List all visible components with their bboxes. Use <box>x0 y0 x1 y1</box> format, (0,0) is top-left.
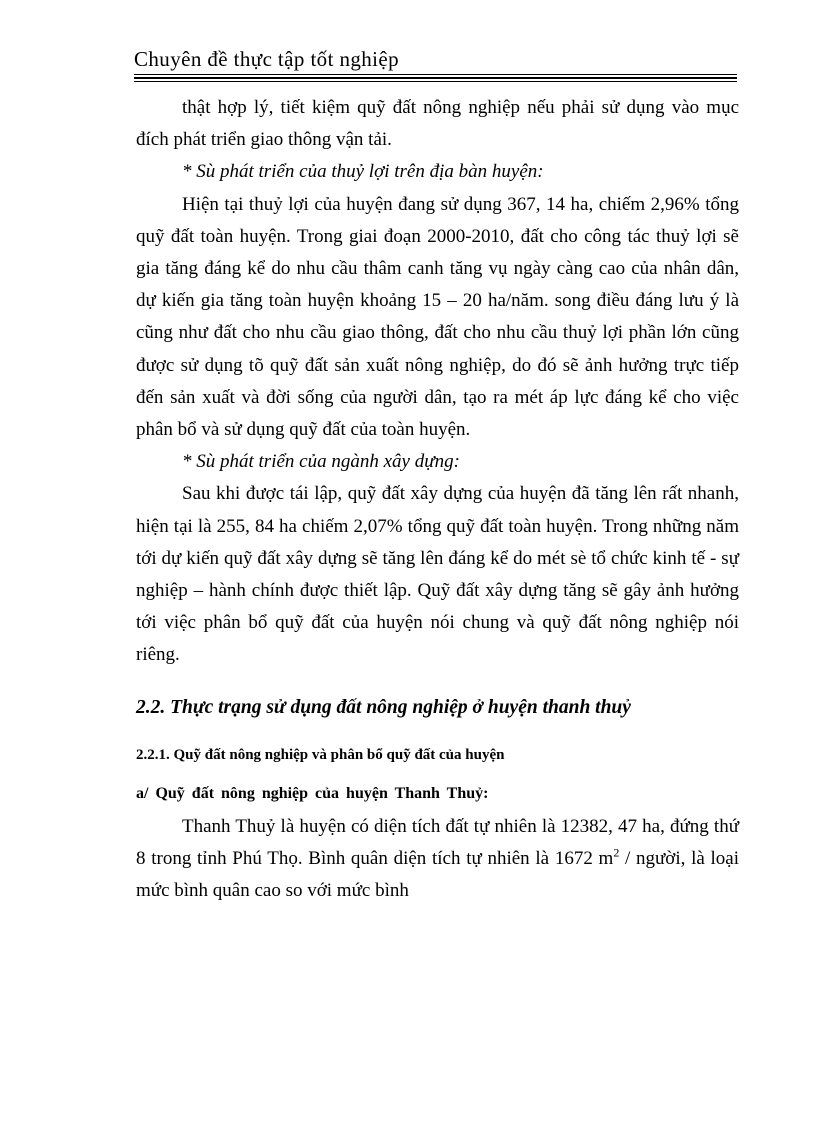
paragraph-land-fund-text: Thanh Thuỷ là huyện có diện tích đất tự nhiên là 12382, 47 ha, đứng thứ 8 trong tỉnh Phú Thọ. Bình quân diện tích tự nhiên là 1672 m <box>136 815 739 869</box>
section-heading: 2.2. Thực trạng sử dụng đất nông nghiệp ở huyện thanh thuỷ <box>136 696 631 718</box>
subheading-construction: * Sù phát triển của ngành xây dựng: <box>182 451 460 473</box>
paragraph-land-fund-text-end: / người, là loại mức bình quân cao so với mức bình <box>136 847 739 902</box>
page-header <box>134 46 737 72</box>
paragraph-irrigation: Hiện tại thuỷ lợi của huyện đang sử dụng 367, 14 ha, chiếm 2,96% tổng quỹ đất toàn huyện. Trong giai đoạn 2000-2010, đất cho công tác thuỷ lợi sẽ gia tăng đáng kể do nhu cầu thâm canh tăng vụ ngày càng cao của nhân dân, dự kiến gia tăng toàn huyện khoảng 15 – 20 ha/năm. song điều đáng lưu ý là cũng như đất cho nhu cầu giao thông, đất cho nhu cầu thuỷ lợi phần lớn cũng được sử dụng tõ quỹ đất sản xuất nông nghiệp, do đó sẽ ảnh hưởng trực tiếp đến sản xuất và đời sống của người dân, tạo ra mét áp lực đáng kể cho việc phân bổ và sử dụng quỹ đất của toàn huyện. <box>136 193 739 441</box>
paragraph-land-fund <box>136 811 739 908</box>
paragraph-construction: Sau khi được tái lập, quỹ đất xây dựng của huyện đã tăng lên rất nhanh, hiện tại là 255, 84 ha chiếm 2,07% tổng quỹ đất toàn huyện. Trong những năm tới dự kiến quỹ đất xây dựng sẽ tăng lên đáng kể do mét sè tổ chức kinh tế - sự nghiệp – hành chính được thiết lập. Quỹ đất xây dựng tăng sẽ gây ảnh hưởng tới việc phân bổ quỹ đất của huyện nói chung và quỹ đất nông nghiệp nói riêng. <box>136 483 739 666</box>
subheading-irrigation: * Sù phát triển của thuỷ lợi trên địa bàn huyện: <box>182 161 544 183</box>
item-heading: a/ Quỹ đất nông nghiệp của huyện Thanh Thuỷ: <box>136 784 489 802</box>
page-body <box>136 92 739 907</box>
header-title: Chuyên đề thực tập tốt nghiệp <box>134 47 400 71</box>
paragraph-transport-continuation: thật hợp lý, tiết kiệm quỹ đất nông nghiệp nếu phải sử dụng vào mục đích phát triển giao thông vận tải. <box>136 97 739 151</box>
subsection-heading: 2.2.1. Quỹ đất nông nghiệp và phân bổ quỹ đất của huyện <box>136 746 505 763</box>
superscript-2: 2 <box>613 845 620 860</box>
header-rule-top <box>134 74 737 75</box>
header-rule-middle <box>134 77 737 79</box>
header-rule-bottom <box>134 81 737 82</box>
